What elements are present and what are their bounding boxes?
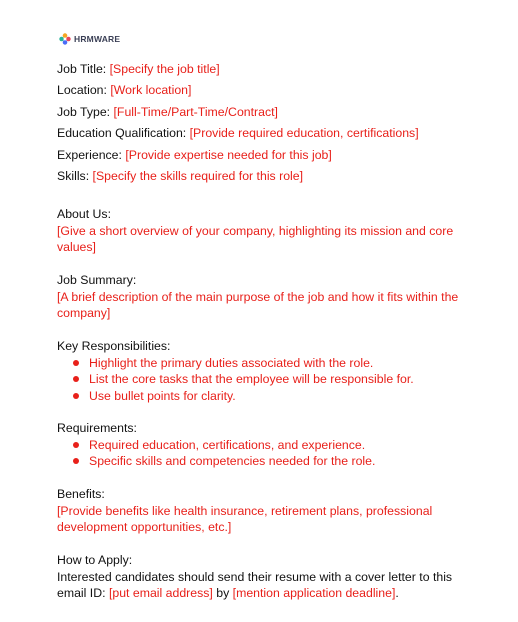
field-value: [Provide expertise needed for this job]	[125, 148, 332, 162]
field-label: Location:	[57, 83, 111, 97]
field-location	[57, 83, 191, 98]
section-job-summary	[57, 272, 467, 322]
apply-text	[57, 570, 452, 601]
list-item-text: Highlight the primary duties associated with the role.	[89, 355, 374, 370]
section-heading: Requirements:	[57, 421, 137, 435]
field-value: [Specify the skills required for this role]	[92, 169, 304, 183]
requirements-list	[57, 437, 467, 470]
field-job-type	[57, 105, 278, 120]
field-label: Experience:	[57, 148, 126, 162]
field-label: Job Type:	[57, 105, 114, 119]
field-value: [Work location]	[110, 83, 192, 97]
field-skills	[57, 169, 303, 184]
section-text: [Give a short overview of your company, highlighting its mission and core values]	[57, 223, 454, 254]
section-heading: How to Apply:	[57, 553, 133, 567]
hrmware-flower-logo-icon	[59, 33, 71, 45]
section-heading: Benefits:	[57, 487, 105, 501]
field-value: [Specify the job title]	[109, 62, 220, 76]
bullet-icon	[73, 393, 79, 399]
responsibilities-list	[57, 355, 467, 405]
bullet-icon	[73, 376, 79, 382]
section-how-to-apply	[57, 552, 467, 602]
company-logo	[59, 32, 120, 46]
apply-text-middle: by	[212, 586, 233, 600]
field-value: [Full-Time/Part-Time/Contract]	[113, 105, 278, 119]
section-heading: About Us:	[57, 207, 111, 221]
section-about	[57, 206, 467, 256]
field-value: [Provide required education, certifications]	[189, 126, 419, 140]
field-job-title	[57, 62, 220, 77]
apply-deadline-placeholder: [mention application deadline]	[232, 586, 396, 600]
apply-text-before: Interested candidates should send their resume with a cover letter to this email ID:	[57, 569, 453, 600]
field-label: Job Title:	[57, 62, 110, 76]
list-item-text: Use bullet points for clarity.	[89, 388, 236, 403]
list-item	[57, 355, 467, 372]
section-text: [Provide benefits like health insurance, retirement plans, professional development opportunities, etc.]	[57, 503, 433, 534]
field-experience	[57, 148, 332, 163]
list-item-text: Required education, certifications, and experience.	[89, 437, 366, 452]
field-label: Skills:	[57, 169, 93, 183]
apply-text-end: .	[395, 586, 399, 600]
field-label: Education Qualification:	[57, 126, 190, 140]
list-item	[57, 371, 467, 388]
bullet-icon	[73, 442, 79, 448]
apply-email-placeholder: [put email address]	[108, 586, 213, 600]
section-benefits	[57, 486, 467, 536]
list-item-text: List the core tasks that the employee will be responsible for.	[89, 372, 414, 386]
section-requirements	[57, 420, 467, 470]
bullet-icon	[73, 360, 79, 366]
field-education	[57, 126, 419, 141]
list-item-text: Specific skills and competencies needed for the role.	[89, 454, 376, 468]
list-item	[57, 388, 467, 405]
list-item	[57, 437, 467, 454]
logo-text: HRMWARE	[74, 34, 121, 44]
list-item	[57, 453, 467, 470]
section-heading: Job Summary:	[57, 273, 137, 287]
bullet-icon	[73, 458, 79, 464]
section-text: [A brief description of the main purpose of the job and how it fits within the company]	[57, 289, 459, 320]
section-key-responsibilities	[57, 338, 467, 404]
section-heading: Key Responsibilities:	[57, 339, 171, 353]
